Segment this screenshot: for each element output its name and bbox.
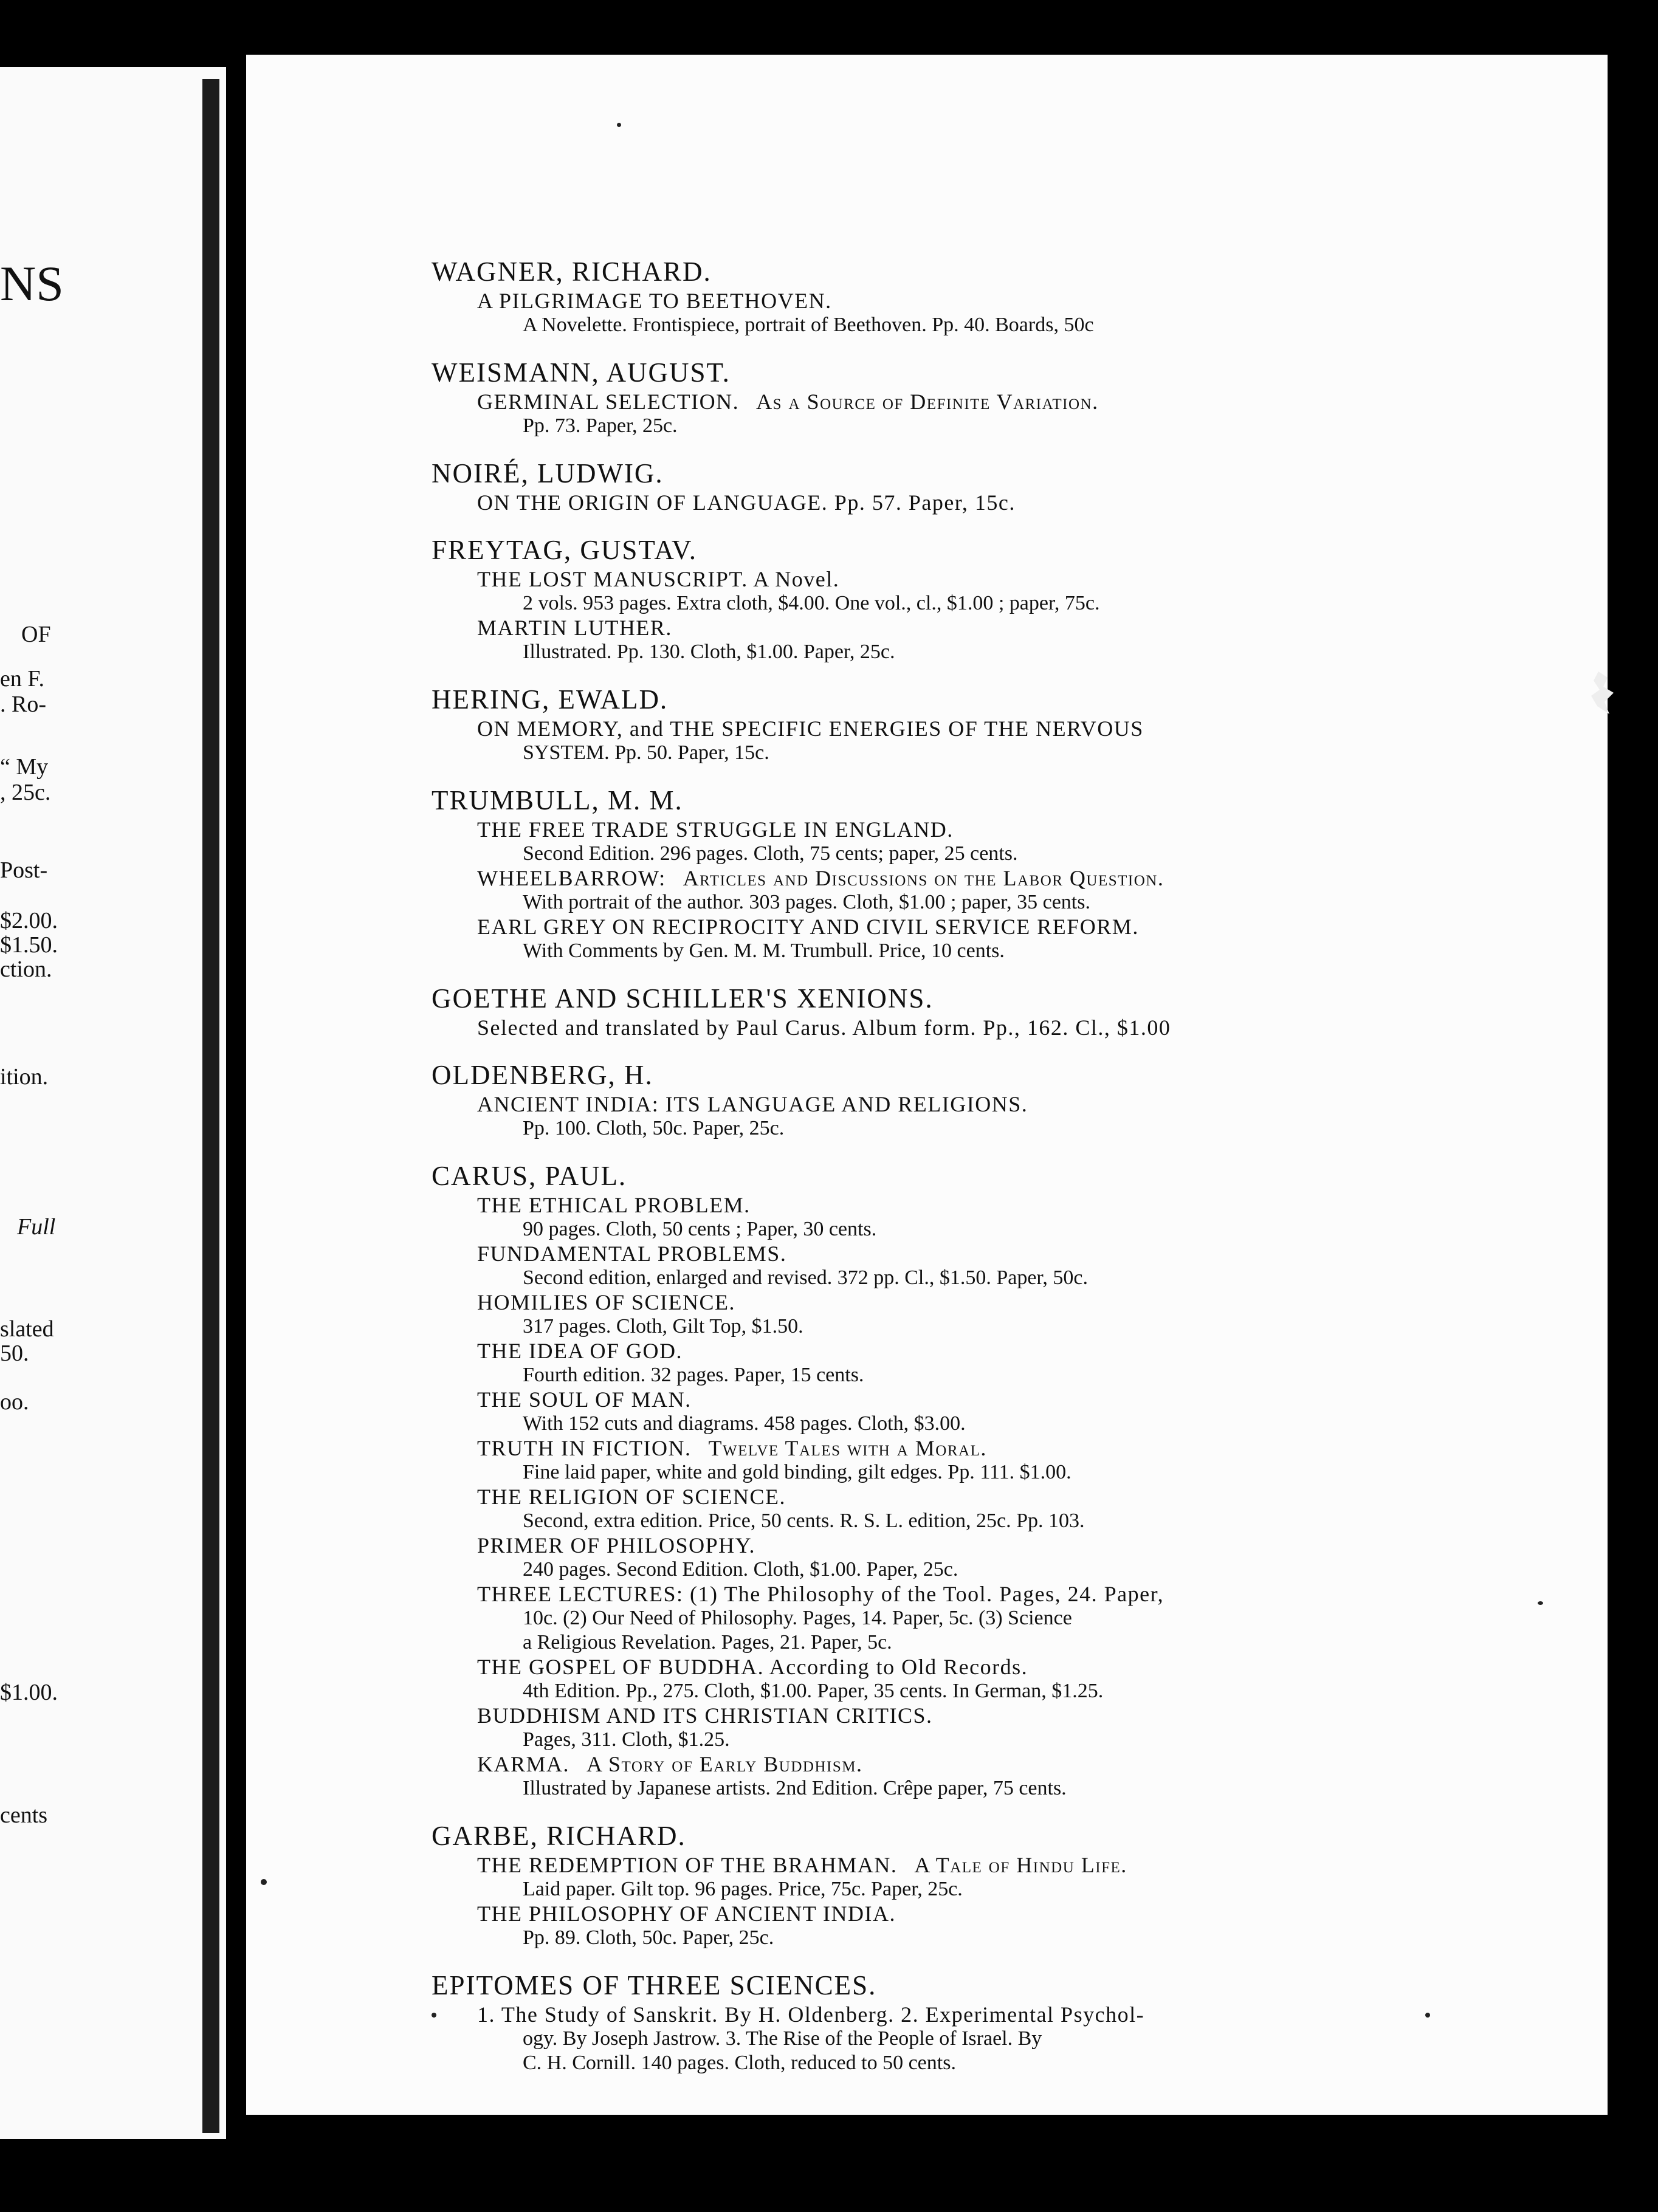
line-text: 240 pages. Second Edition. Cloth, $1.00. Paper, 25c. — [523, 1558, 958, 1581]
line-text: With Comments by Gen. M. M. Trumbull. Price, 10 cents. — [523, 939, 1005, 962]
work-title — [477, 1339, 1380, 1363]
work-detail — [523, 1266, 1380, 1290]
catalog-entry — [432, 783, 1380, 963]
work-detail — [523, 1412, 1380, 1436]
catalog-entry — [432, 1968, 1380, 2075]
left-fragment: Full — [17, 1214, 56, 1240]
work-detail — [523, 1776, 1380, 1801]
line-text: A PILGRIMAGE TO BEETHOVEN. — [477, 289, 832, 313]
work-title — [477, 716, 1380, 741]
left-fragment: ction. — [0, 957, 52, 982]
work-detail — [523, 1630, 1380, 1655]
work-detail — [523, 1217, 1380, 1242]
work-detail — [523, 1558, 1380, 1582]
work-detail — [523, 1363, 1380, 1387]
work-detail — [523, 1728, 1380, 1752]
work-title — [477, 289, 1380, 313]
line-text: EARL GREY ON RECIPROCITY AND CIVIL SERVICE REFORM. — [477, 915, 1139, 939]
line-text: With portrait of the author. 303 pages. Cloth, $1.00 ; paper, 35 cents. — [523, 891, 1090, 913]
line-text: C. H. Cornill. 140 pages. Cloth, reduced to 50 cents. — [523, 2052, 956, 2074]
line-text: Fine laid paper, white and gold binding, gilt edges. Pp. 111. $1.00. — [523, 1461, 1072, 1483]
left-fragment: . Ro- — [0, 692, 46, 717]
line-text: ON THE ORIGIN OF LANGUAGE. Pp. 57. Paper, 15c. — [477, 490, 1016, 515]
scan-debris — [1586, 668, 1623, 717]
line-text: TRUTH IN FICTION. — [477, 1436, 692, 1460]
work-title — [477, 1752, 1380, 1776]
line-text: THE LOST MANUSCRIPT. A Novel. — [477, 567, 840, 591]
work-title — [477, 866, 1380, 890]
line-text: SYSTEM. Pp. 50. Paper, 15c. — [523, 741, 769, 764]
catalog-entry — [432, 981, 1380, 1040]
work-subtitle: Twelve Tales with a Moral. — [708, 1436, 987, 1460]
work-detail — [523, 1877, 1380, 1901]
work-title — [477, 915, 1380, 939]
work-title — [477, 490, 1380, 515]
work-subtitle: A Story of Early Buddhism. — [586, 1752, 863, 1776]
page-gutter — [202, 79, 219, 2133]
work-subtitle: A Tale of Hindu Life. — [914, 1853, 1127, 1877]
line-text: a Religious Revelation. Pages, 21. Paper, 5c. — [523, 1631, 892, 1654]
work-title — [477, 1853, 1380, 1877]
left-fragment: Post- — [0, 857, 48, 883]
line-text: WHEELBARROW: — [477, 866, 666, 890]
line-text: Illustrated by Japanese artists. 2nd Edition. Crêpe paper, 75 cents. — [523, 1777, 1067, 1799]
line-text: Selected and translated by Paul Carus. Album form. Pp., 162. Cl., $1.00 — [477, 1015, 1171, 1040]
catalog-entry — [432, 1819, 1380, 1950]
catalog-entry — [432, 1159, 1380, 1801]
line-text: 1. The Study of Sanskrit. By H. Oldenberg. 2. Experimental Psychol- — [477, 2002, 1145, 2027]
line-text: A Novelette. Frontispiece, portrait of Beethoven. Pp. 40. Boards, 50c — [523, 314, 1094, 336]
line-text: With 152 cuts and diagrams. 458 pages. Cloth, $3.00. — [523, 1412, 966, 1435]
author-heading: GOETHE AND SCHILLER'S XENIONS. — [432, 983, 934, 1014]
work-detail — [523, 842, 1380, 866]
line-text: 90 pages. Cloth, 50 cents ; Paper, 30 cents. — [523, 1218, 877, 1240]
work-detail — [523, 591, 1380, 616]
work-title — [477, 1436, 1380, 1460]
author-heading: OLDENBERG, H. — [432, 1060, 653, 1090]
work-detail — [523, 1926, 1380, 1950]
line-text: ON MEMORY, and THE SPECIFIC ENERGIES OF THE NERVOUS — [477, 716, 1144, 741]
catalog-entry — [432, 456, 1380, 515]
work-title — [477, 616, 1380, 640]
work-detail — [523, 414, 1380, 438]
line-text: Second, extra edition. Price, 50 cents. R. S. L. edition, 25c. Pp. 103. — [523, 1510, 1085, 1532]
left-fragment: “ My — [0, 754, 49, 780]
work-title — [477, 1193, 1380, 1217]
author-heading: TRUMBULL, M. M. — [432, 785, 683, 816]
author-heading: GARBE, RICHARD. — [432, 1821, 686, 1851]
left-fragment: $2.00. — [0, 908, 58, 933]
author-heading: NOIRÉ, LUDWIG. — [432, 458, 664, 489]
line-text: 317 pages. Cloth, Gilt Top, $1.50. — [523, 1315, 803, 1338]
line-text: 10c. (2) Our Need of Philosophy. Pages, 14. Paper, 5c. (3) Science — [523, 1607, 1072, 1629]
catalog-list — [432, 246, 1380, 2075]
line-text: THE REDEMPTION OF THE BRAHMAN. — [477, 1853, 898, 1877]
left-fragment: en F. — [0, 666, 44, 692]
line-text: PRIMER OF PHILOSOPHY. — [477, 1533, 755, 1558]
line-text: 4th Edition. Pp., 275. Cloth, $1.00. Paper, 35 cents. In German, $1.25. — [523, 1680, 1104, 1702]
work-detail — [523, 1460, 1380, 1485]
line-text: Second Edition. 296 pages. Cloth, 75 cents; paper, 25 cents. — [523, 842, 1018, 865]
work-subtitle: As a Source of Definite Variation. — [756, 390, 1099, 414]
catalog-entry — [432, 533, 1380, 664]
line-text: Laid paper. Gilt top. 96 pages. Price, 75c. Paper, 25c. — [523, 1878, 963, 1900]
line-text: THE PHILOSOPHY OF ANCIENT INDIA. — [477, 1901, 896, 1926]
ink-speck — [1538, 1601, 1543, 1605]
work-detail — [523, 313, 1380, 337]
line-text: THREE LECTURES: (1) The Philosophy of the Tool. Pages, 24. Paper, — [477, 1582, 1164, 1606]
author-heading: FREYTAG, GUSTAV. — [432, 535, 697, 565]
line-text: Illustrated. Pp. 130. Cloth, $1.00. Paper, 25c. — [523, 641, 895, 663]
line-text: BUDDHISM AND ITS CHRISTIAN CRITICS. — [477, 1703, 933, 1728]
line-text: Fourth edition. 32 pages. Paper, 15 cents. — [523, 1364, 864, 1386]
author-heading: CARUS, PAUL. — [432, 1161, 627, 1191]
line-text: Pp. 89. Cloth, 50c. Paper, 25c. — [523, 1926, 774, 1949]
catalog-entry — [432, 355, 1380, 438]
work-title — [477, 567, 1380, 591]
work-detail — [523, 890, 1380, 915]
ink-speck — [1425, 2013, 1430, 2018]
ink-speck — [432, 2013, 436, 2018]
line-text: ogy. By Joseph Jastrow. 3. The Rise of the People of Israel. By — [523, 2027, 1042, 2050]
work-detail — [523, 1606, 1380, 1630]
left-fragment: $1.00. — [0, 1680, 58, 1705]
line-text: HOMILIES OF SCIENCE. — [477, 1290, 736, 1314]
work-title — [477, 1703, 1380, 1728]
ink-speck — [617, 123, 621, 127]
catalog-entry — [432, 1058, 1380, 1141]
line-text: Pages, 311. Cloth, $1.25. — [523, 1728, 730, 1751]
line-text: THE IDEA OF GOD. — [477, 1339, 683, 1363]
line-text: FUNDAMENTAL PROBLEMS. — [477, 1242, 787, 1266]
catalog-entry — [432, 682, 1380, 765]
work-title — [477, 1242, 1380, 1266]
line-text: KARMA. — [477, 1752, 570, 1776]
line-text: MARTIN LUTHER. — [477, 616, 672, 640]
work-detail — [523, 2027, 1380, 2051]
work-detail — [523, 1509, 1380, 1533]
author-heading: HERING, EWALD. — [432, 684, 669, 715]
author-heading: WAGNER, RICHARD. — [432, 256, 712, 287]
left-fragment: $1.50. — [0, 932, 58, 958]
ink-speck — [261, 1879, 267, 1885]
work-title — [477, 1092, 1380, 1116]
line-text: THE FREE TRADE STRUGGLE IN ENGLAND. — [477, 817, 954, 842]
work-detail — [523, 1116, 1380, 1141]
line-text: Pp. 100. Cloth, 50c. Paper, 25c. — [523, 1117, 785, 1139]
left-fragment: cents — [0, 1802, 48, 1828]
left-fragment: slated — [0, 1316, 54, 1342]
work-title — [477, 1655, 1380, 1679]
left-fragment: , 25c. — [0, 780, 51, 805]
line-text: 2 vols. 953 pages. Extra cloth, $4.00. One vol., cl., $1.00 ; paper, 75c. — [523, 592, 1100, 614]
work-title — [477, 1533, 1380, 1558]
work-title — [477, 1015, 1380, 1040]
work-title — [477, 817, 1380, 842]
work-title — [477, 1582, 1380, 1606]
left-fragment: NS — [0, 256, 64, 311]
author-heading: EPITOMES OF THREE SCIENCES. — [432, 1970, 877, 2001]
work-detail — [523, 1314, 1380, 1339]
work-detail — [523, 640, 1380, 664]
left-fragment: oo. — [0, 1389, 29, 1415]
work-title — [477, 1290, 1380, 1314]
line-text: THE SOUL OF MAN. — [477, 1387, 692, 1412]
line-text: ANCIENT INDIA: ITS LANGUAGE AND RELIGIONS. — [477, 1092, 1028, 1116]
left-fragment: 50. — [0, 1341, 29, 1366]
left-page-fragment — [0, 67, 226, 2139]
catalog-entry — [432, 255, 1380, 337]
work-title — [477, 2002, 1380, 2027]
work-title — [477, 1901, 1380, 1926]
line-text: THE ETHICAL PROBLEM. — [477, 1193, 751, 1217]
work-detail — [523, 741, 1380, 765]
work-title — [477, 390, 1380, 414]
line-text: Pp. 73. Paper, 25c. — [523, 414, 678, 437]
author-heading: WEISMANN, AUGUST. — [432, 357, 731, 388]
left-fragment: OF — [21, 622, 51, 647]
work-title — [477, 1387, 1380, 1412]
line-text: Second edition, enlarged and revised. 372 pp. Cl., $1.50. Paper, 50c. — [523, 1266, 1088, 1289]
work-detail — [523, 939, 1380, 963]
line-text: THE RELIGION OF SCIENCE. — [477, 1485, 786, 1509]
left-fragment: ition. — [0, 1064, 49, 1090]
work-detail — [523, 1679, 1380, 1703]
line-text: THE GOSPEL OF BUDDHA. According to Old Records. — [477, 1655, 1028, 1679]
work-detail — [523, 2051, 1380, 2075]
line-text: GERMINAL SELECTION. — [477, 390, 740, 414]
work-title — [477, 1485, 1380, 1509]
work-subtitle: Articles and Discussions on the Labor Question. — [683, 866, 1164, 890]
